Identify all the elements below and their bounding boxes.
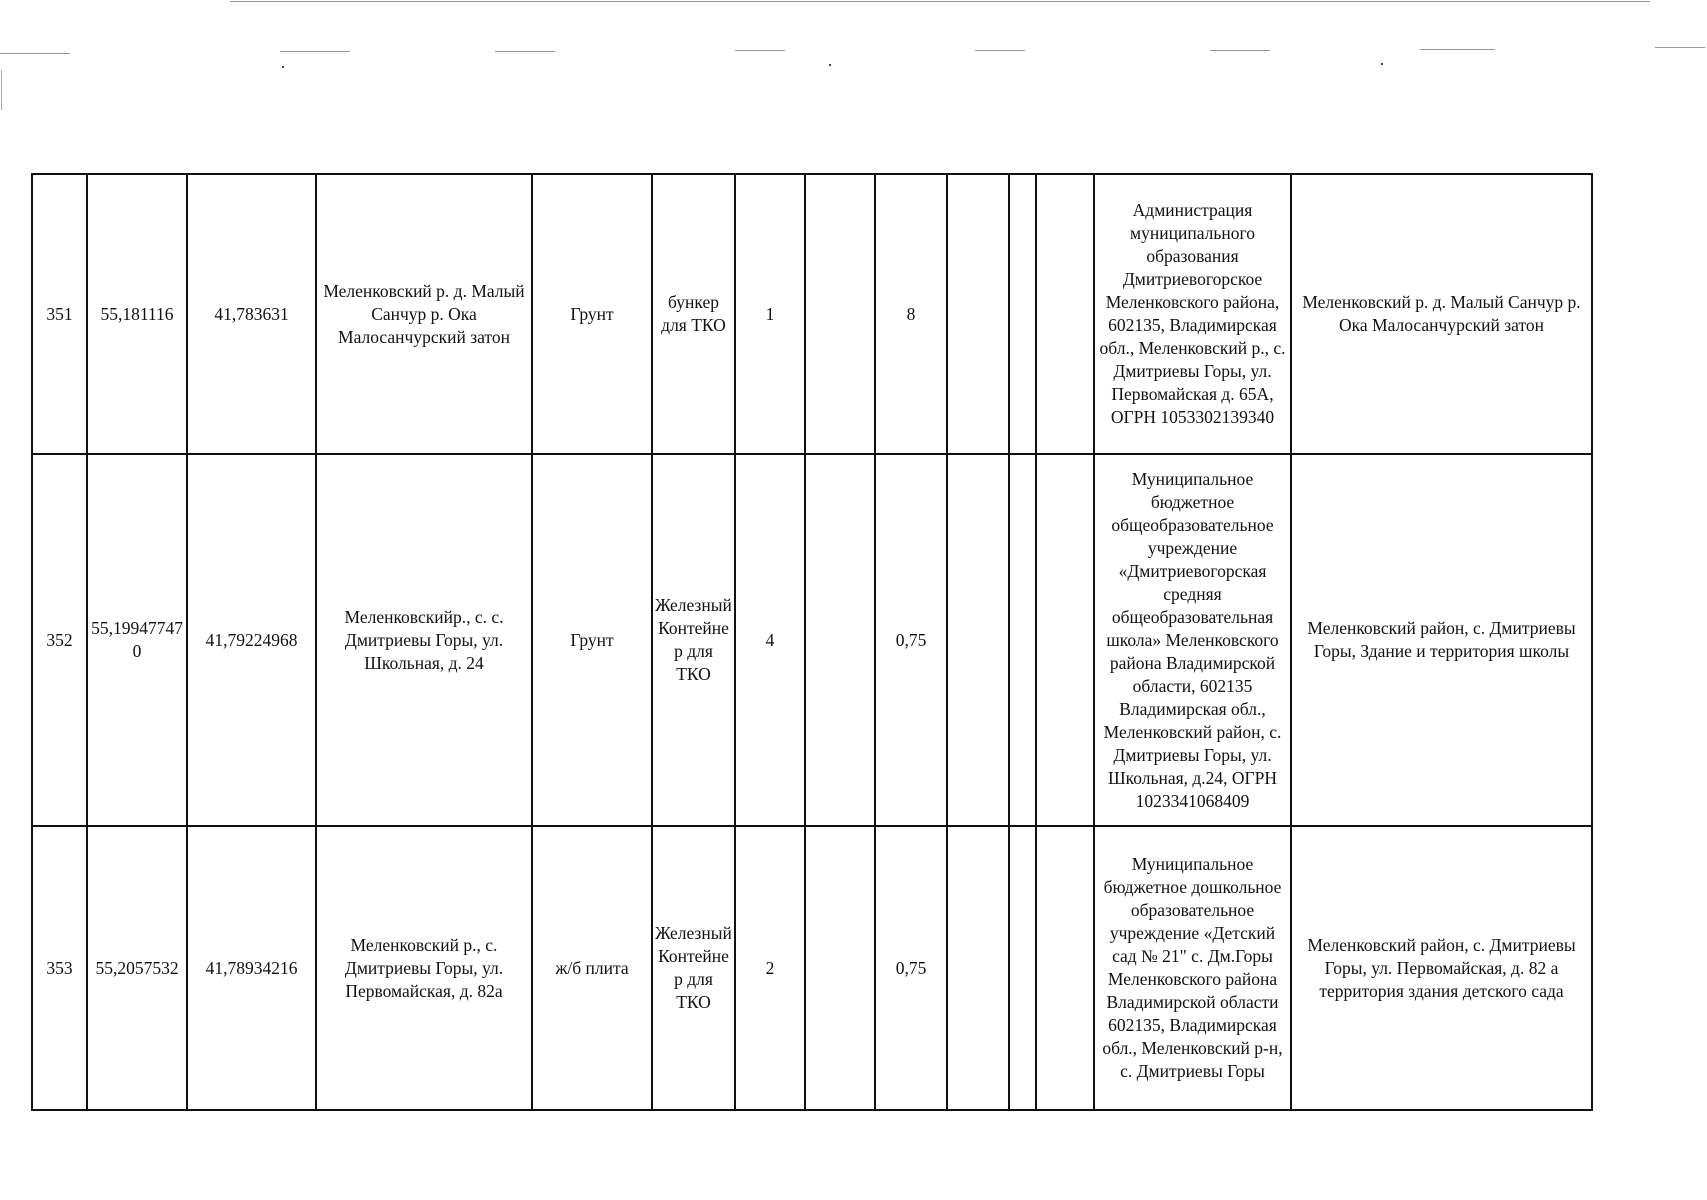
row-number: 352 — [32, 454, 87, 826]
empty-cell — [1036, 826, 1094, 1110]
owner-cell: Муниципальное бюджетное общеобразовательное учреждение «Дмитриевогорская средняя общеобразовательная школа» Меленковского района Владимирской области, 602135 Владимирская обл., Меленковский район, с. Дмитриевы Горы, ул. Школьная, д.24, ОГРН 1023341068409 — [1094, 454, 1291, 826]
row-number: 353 — [32, 826, 87, 1110]
latitude-cell: 55,181116 — [87, 174, 187, 454]
empty-cell — [805, 826, 875, 1110]
address-cell: Меленковскийр., с. с. Дмитриевы Горы, ул. Школьная, д. 24 — [316, 454, 532, 826]
container-count-cell: 4 — [735, 454, 805, 826]
waste-source-cell: Меленковский р. д. Малый Санчур р. Ока Малосанчурский затон — [1291, 174, 1592, 454]
scan-artifact-dot — [829, 64, 831, 66]
scan-artifact-line — [230, 1, 1650, 2]
address-cell: Меленковский р. д. Малый Санчур р. Ока Малосанчурский затон — [316, 174, 532, 454]
container-type-cell: бункер для ТКО — [652, 174, 735, 454]
empty-cell — [1036, 174, 1094, 454]
scan-artifact-line — [1, 70, 2, 110]
empty-cell — [1009, 454, 1036, 826]
surface-cell: Грунт — [532, 454, 652, 826]
address-cell: Меленковский р., с. Дмитриевы Горы, ул. Первомайская, д. 82а — [316, 826, 532, 1110]
surface-cell: ж/б плита — [532, 826, 652, 1110]
container-count-cell: 1 — [735, 174, 805, 454]
container-volume-cell: 8 — [875, 174, 947, 454]
table-row — [32, 174, 1592, 454]
owner-cell: Муниципальное бюджетное дошкольное образовательное учреждение «Детский сад № 21" с. Дм.Горы Меленковского района Владимирской области 602135, Владимирская обл., Меленковский р-н, с. Дмитриевы Горы — [1094, 826, 1291, 1110]
scan-artifact-line — [0, 53, 70, 54]
empty-cell — [805, 174, 875, 454]
scan-artifact-dot — [1381, 63, 1383, 65]
latitude-cell: 55,199477470 — [87, 454, 187, 826]
table-row — [32, 454, 1592, 826]
empty-cell — [805, 454, 875, 826]
empty-cell — [947, 454, 1009, 826]
empty-cell — [947, 826, 1009, 1110]
row-number: 351 — [32, 174, 87, 454]
scan-artifact-line — [1210, 50, 1270, 51]
registry-table — [31, 173, 1593, 1111]
scan-artifact-line — [975, 50, 1025, 51]
scan-artifact-line — [280, 51, 350, 52]
container-count-cell: 2 — [735, 826, 805, 1110]
empty-cell — [1009, 174, 1036, 454]
table-row — [32, 826, 1592, 1110]
longitude-cell: 41,79224968 — [187, 454, 316, 826]
container-volume-cell: 0,75 — [875, 826, 947, 1110]
latitude-cell: 55,2057532 — [87, 826, 187, 1110]
container-type-cell: Железный Контейнер для ТКО — [652, 826, 735, 1110]
scan-artifact-dot — [282, 66, 284, 68]
longitude-cell: 41,78934216 — [187, 826, 316, 1110]
waste-source-cell: Меленковский район, с. Дмитриевы Горы, ул. Первомайская, д. 82 а территория здания детского сада — [1291, 826, 1592, 1110]
owner-cell: Администрация муниципального образования Дмитриевогорское Меленковского района, 602135, Владимирская обл., Меленковский р., с. Дмитриевы Горы, ул. Первомайская д. 65А, ОГРН 1053302139340 — [1094, 174, 1291, 454]
empty-cell — [1036, 454, 1094, 826]
container-volume-cell: 0,75 — [875, 454, 947, 826]
empty-cell — [1009, 826, 1036, 1110]
waste-source-cell: Меленковский район, с. Дмитриевы Горы, Здание и территория школы — [1291, 454, 1592, 826]
empty-cell — [947, 174, 1009, 454]
container-type-cell: Железный Контейнер для ТКО — [652, 454, 735, 826]
scan-artifact-line — [1420, 49, 1495, 50]
scan-artifact-line — [1655, 47, 1705, 48]
surface-cell: Грунт — [532, 174, 652, 454]
scan-artifact-line — [735, 50, 785, 51]
longitude-cell: 41,783631 — [187, 174, 316, 454]
scan-artifact-line — [495, 51, 555, 52]
